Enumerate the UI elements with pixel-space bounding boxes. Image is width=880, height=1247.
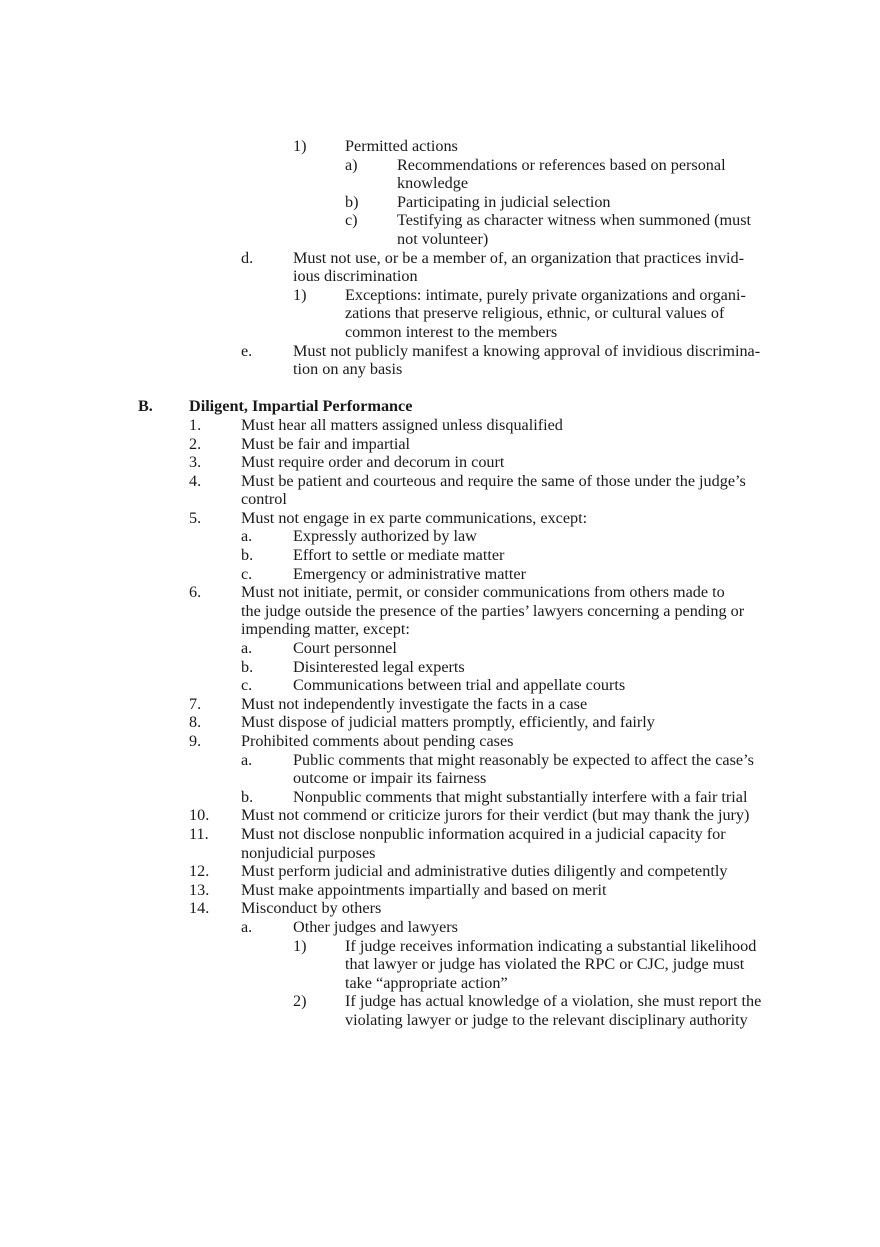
list-marker: 2) [293, 992, 307, 1011]
list-marker: c. [241, 676, 253, 695]
list-item-text: common interest to the members [345, 322, 558, 341]
list-marker: c. [241, 564, 253, 583]
list-marker: a. [241, 750, 253, 769]
list-item-text: Must not publicly manifest a knowing approval of invidious discrimina- [293, 341, 761, 360]
list-item [0, 713, 880, 732]
document-page [0, 137, 880, 1030]
list-item-text: Must not commend or criticize jurors for their verdict (but may thank the jury) [241, 806, 750, 825]
list-item-text: Permitted actions [345, 137, 458, 155]
section-title: Diligent, Impartial Performance [189, 397, 413, 416]
list-item-text: Court personnel [293, 639, 397, 658]
outline-item-d [0, 249, 880, 342]
list-item [0, 472, 880, 491]
list-item-text: impending matter, except: [241, 620, 410, 639]
list-item-text: Communications between trial and appellate courts [293, 676, 626, 695]
list-item [0, 732, 880, 751]
list-item [0, 825, 880, 844]
list-item-text: Must not use, or be a member of, an organization that practices invid- [293, 248, 745, 267]
list-item [0, 453, 880, 472]
list-item-text: Prohibited comments about pending cases [241, 732, 514, 750]
list-marker: 6. [189, 583, 202, 602]
section-b [0, 397, 880, 1029]
list-item-text: Must not initiate, permit, or consider communications from others made to [241, 583, 725, 602]
list-marker: 9. [189, 732, 202, 750]
list-item [0, 583, 880, 602]
list-marker: b. [241, 787, 254, 806]
list-item-text: If judge has actual knowledge of a violation, she must report the [345, 992, 762, 1011]
list-item-text: violating lawyer or judge to the relevant disciplinary authority [345, 1010, 748, 1029]
list-item-text: Emergency or administrative matter [293, 564, 526, 583]
list-item-text: Must require order and decorum in court [241, 453, 505, 472]
list-item-text: not volunteer) [397, 229, 489, 248]
list-marker: 4. [189, 471, 202, 490]
list-marker: c) [345, 211, 358, 230]
list-marker: 3. [189, 453, 202, 472]
list-marker: 13. [189, 880, 210, 899]
list-item-text: nonjudicial purposes [241, 843, 376, 862]
list-item-text: Must hear all matters assigned unless disqualified [241, 415, 563, 434]
list-item-text: Exceptions: intimate, purely private organizations and organi- [345, 285, 746, 304]
section-heading [0, 397, 880, 416]
section-marker: B. [138, 397, 153, 416]
list-marker: 7. [189, 694, 202, 713]
list-marker: d. [241, 248, 254, 267]
list-item-text: Must be fair and impartial [241, 434, 411, 453]
list-marker: 11. [189, 824, 209, 843]
list-marker: a. [241, 917, 253, 936]
list-item-text: Testifying as character witness when summoned (must [397, 211, 752, 230]
list-item [0, 416, 880, 435]
list-marker: b. [241, 657, 254, 676]
list-item-text: Must perform judicial and administrative duties diligently and competently [241, 862, 728, 881]
list-item-text: Public comments that might reasonably be expected to affect the case’s [293, 750, 754, 769]
list-item-text: tion on any basis [293, 360, 403, 379]
list-marker: a. [241, 527, 253, 546]
list-item-text: Expressly authorized by law [293, 527, 477, 546]
list-item-text: Other judges and lawyers [293, 917, 458, 936]
list-marker: b) [345, 192, 359, 211]
list-marker: 5. [189, 508, 202, 527]
list-item-text: outcome or impair its fairness [293, 769, 487, 788]
list-item-text: Participating in judicial selection [397, 192, 611, 211]
list-marker: 12. [189, 862, 210, 881]
list-marker: 1) [293, 285, 307, 304]
list-item [0, 899, 880, 918]
list-marker: 2. [189, 434, 202, 453]
list-item-text: take “appropriate action” [345, 973, 508, 992]
list-item-text: Disinterested legal experts [293, 657, 465, 676]
list-marker: 1. [189, 415, 202, 434]
list-marker: 1) [293, 137, 307, 155]
list-item [0, 806, 880, 825]
list-item-text: Must not engage in ex parte communications, except: [241, 508, 588, 527]
list-item-text: Must be patient and courteous and require the same of those under the judge’s [241, 471, 746, 490]
outline-item-e [0, 342, 880, 379]
list-item-text: Must dispose of judicial matters promptly, efficiently, and fairly [241, 713, 655, 732]
list-item [0, 881, 880, 900]
list-item [0, 862, 880, 881]
list-item [0, 435, 880, 454]
list-item-text: zations that preserve religious, ethnic, or cultural values of [345, 304, 725, 323]
list-marker: 1) [293, 936, 307, 955]
list-item-text: that lawyer or judge has violated the RPC or CJC, judge must [345, 955, 745, 974]
list-item-text: Recommendations or references based on personal [397, 155, 726, 174]
list-item-text: Must not disclose nonpublic information acquired in a judicial capacity for [241, 824, 726, 843]
list-marker: a) [345, 155, 358, 174]
list-item-text: Must make appointments impartially and based on merit [241, 880, 607, 899]
list-marker: b. [241, 546, 254, 565]
permitted-actions-block [0, 137, 880, 249]
list-marker: 10. [189, 806, 210, 825]
list-item-text: Effort to settle or mediate matter [293, 546, 505, 565]
list-item-text: Nonpublic comments that might substantially interfere with a fair trial [293, 787, 748, 806]
list-item-text: Misconduct by others [241, 899, 382, 918]
list-item-text: If judge receives information indicating a substantial likelihood [345, 936, 757, 955]
list-marker: a. [241, 639, 253, 658]
list-item-text: the judge outside the presence of the parties’ lawyers concerning a pending or [241, 601, 745, 620]
list-marker: e. [241, 341, 253, 360]
list-item [0, 509, 880, 528]
list-item [0, 695, 880, 714]
list-item-text: Must not independently investigate the facts in a case [241, 694, 588, 713]
list-marker: 8. [189, 713, 202, 732]
list-item-text: control [241, 490, 287, 509]
list-item-text: ious discrimination [293, 267, 418, 286]
list-marker: 14. [189, 899, 210, 918]
list-item-text: knowledge [397, 174, 469, 193]
